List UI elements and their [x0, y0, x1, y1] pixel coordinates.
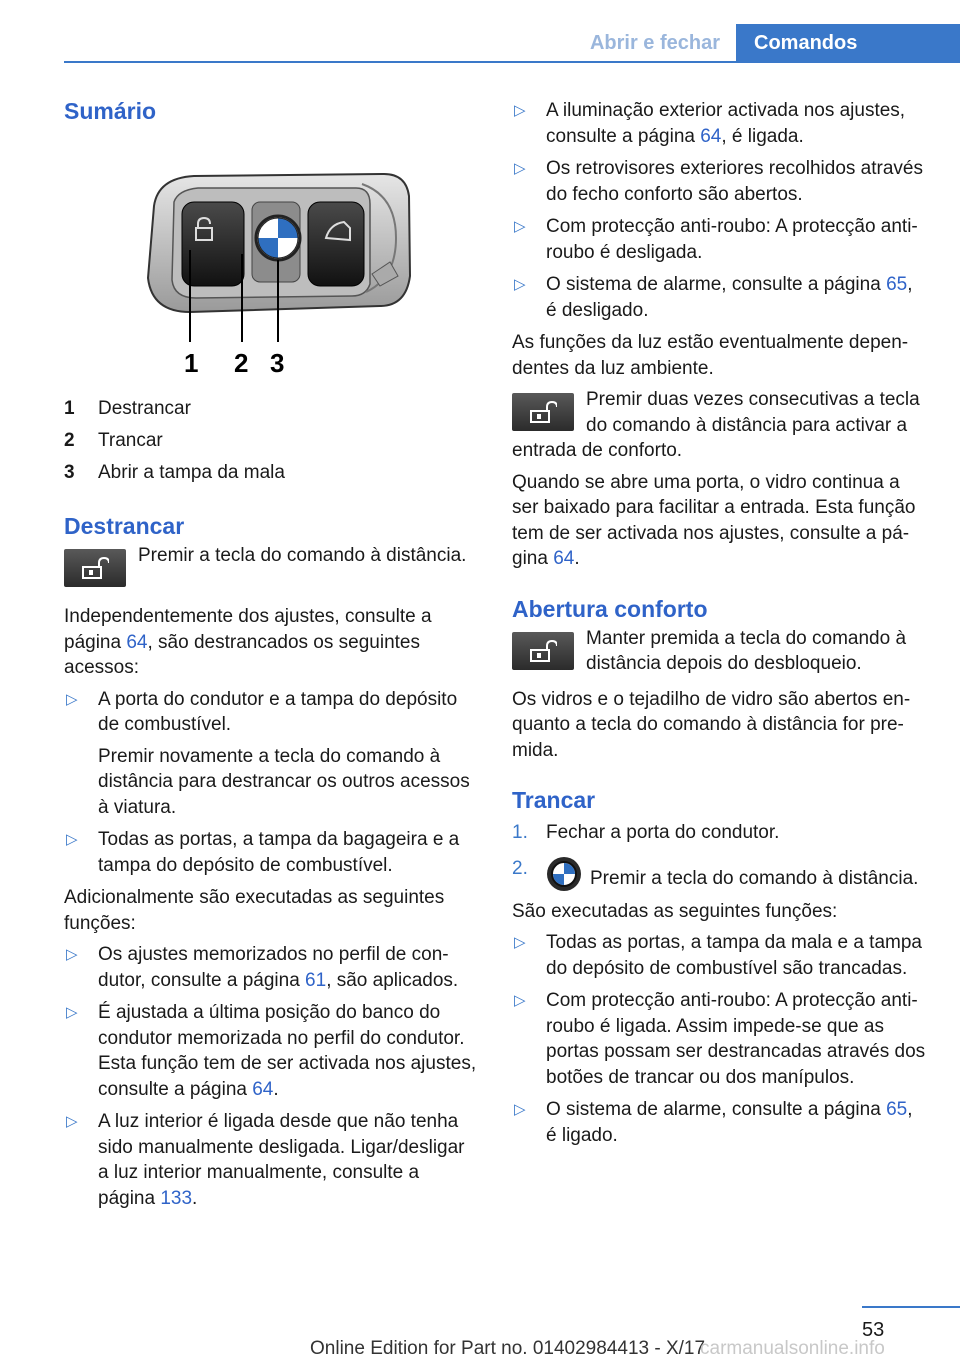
bullet-text — [546, 1097, 928, 1148]
page-link-61[interactable]: 61 — [305, 969, 327, 991]
step-number: 2. — [512, 857, 528, 879]
unlock-instruction — [64, 543, 478, 591]
footer-rule — [862, 1306, 960, 1308]
text: A luz interior é ligada desde que não tenha sido manualmente desligada. Ligar/desligar a luz interior manualmente, consulte a página — [98, 1111, 465, 1209]
list-item — [512, 156, 928, 207]
legend-number: 2 — [64, 430, 75, 452]
list-item — [64, 942, 478, 993]
bullet-text — [546, 98, 928, 149]
lock-heading: Trancar — [512, 787, 596, 813]
text: . — [273, 1078, 279, 1100]
unlock-heading: Destrancar — [64, 513, 185, 539]
lock-steps — [512, 820, 928, 892]
page-number: 53 — [862, 1319, 885, 1341]
bullet-text: Todas as portas, a tampa da mala e a tampa do depósito de combustível são trancadas. — [546, 932, 922, 979]
figure-callout-1: 1 — [184, 348, 199, 378]
page-link-65[interactable]: 65 — [886, 274, 908, 295]
comfort-instruction-text: Manter premida a tecla do comando à distância depois do desbloqueio. — [586, 627, 907, 674]
page-header — [0, 0, 960, 62]
unlock-key-icon — [512, 393, 574, 431]
text: . — [192, 1187, 198, 1209]
text: A iluminação exterior activada nos ajustes, consulte a página — [546, 100, 906, 147]
header-rule — [64, 61, 960, 63]
figure-legend — [64, 393, 478, 489]
comfort-paragraph: Os vidros e o tejadilho de vidro são abertos enquanto a tecla do comando à distância for premida. — [512, 688, 911, 761]
triangle-bullet-icon: ▷ — [66, 1004, 78, 1021]
list-item — [512, 820, 928, 846]
page-link-133[interactable]: 133 — [160, 1187, 193, 1209]
bullet-text: Os retrovisores exteriores recolhidos através do fecho conforto são abertos. — [546, 158, 923, 205]
functions-paragraph: São executadas as seguintes funções: — [512, 900, 838, 922]
text: Premir a tecla do comando à distância. — [590, 867, 919, 889]
list-item — [512, 272, 928, 323]
page-link-64[interactable]: 64 — [553, 548, 575, 569]
lights-note: As funções da luz estão eventualmente dependentes da luz ambiente. — [512, 332, 909, 379]
triangle-bullet-icon: ▷ — [514, 992, 526, 1009]
triangle-bullet-icon: ▷ — [514, 934, 526, 951]
list-item — [64, 687, 478, 821]
legend-label: Destrancar — [98, 398, 191, 420]
text: O sistema de alarme, consulte a página — [546, 274, 887, 295]
step-number: 1. — [512, 822, 528, 843]
unlock-key-icon — [64, 549, 126, 587]
triangle-bullet-icon: ▷ — [66, 946, 78, 963]
text: , é ligada. — [721, 125, 804, 147]
bullet-text — [546, 272, 928, 323]
text: . — [574, 548, 580, 569]
text: , são destrancados os seguintes acessos: — [64, 631, 420, 678]
list-item — [512, 930, 928, 981]
page-link-64[interactable]: 64 — [252, 1078, 274, 1100]
comfort-instruction — [512, 626, 928, 677]
list-item — [512, 98, 928, 149]
page-link-64[interactable]: 64 — [700, 125, 722, 147]
list-item — [512, 214, 928, 265]
watermark: carmanualsonline.info — [700, 1338, 885, 1359]
text: , é desligado. — [546, 274, 913, 321]
text: Quando se abre uma porta, o vidro continua a ser baixado para facilitar a entrada. Esta função tem de ser activada nos ajustes, consulte a página — [512, 471, 916, 569]
legend-number: 3 — [64, 462, 75, 484]
triangle-bullet-icon: ▷ — [66, 690, 78, 708]
legend-label: Abrir a tampa da mala — [98, 462, 285, 484]
page-link-65[interactable]: 65 — [886, 1099, 908, 1120]
triangle-bullet-icon: ▷ — [66, 1113, 78, 1130]
door-open-paragraph — [512, 470, 928, 572]
unlock-intro-paragraph — [64, 604, 478, 681]
list-item — [64, 1109, 478, 1211]
page-link-64[interactable]: 64 — [126, 631, 148, 653]
triangle-bullet-icon: ▷ — [514, 218, 526, 235]
triangle-bullet-icon: ▷ — [514, 102, 526, 119]
bullet-text: Todas as portas, a tampa da bagageira e a tampa do depósito de combustível. — [98, 829, 460, 876]
text: , são aplicados. — [326, 969, 459, 991]
list-item — [512, 856, 928, 892]
edition-note: Online Edition for Part no. 01402984413 - X/17 — [310, 1338, 706, 1359]
additional-bullet-list — [64, 942, 478, 1211]
bullet-text: Premir novamente a tecla do comando à distância para destrancar os outros acessos à viatura. — [98, 745, 470, 818]
unlock-continued-list — [512, 98, 928, 323]
figure-callout-3: 3 — [270, 348, 285, 378]
unlock-instruction-text: Premir a tecla do comando à distância. — [138, 545, 467, 566]
text: , é ligado. — [546, 1099, 913, 1146]
triangle-bullet-icon: ▷ — [514, 160, 526, 177]
text: É ajustada a última posição do banco do condutor memorizada no perfil do condutor. Esta função tem de ser activada nos ajustes, consulte a página — [98, 1002, 477, 1100]
key-fob-illustration — [134, 166, 424, 398]
left-column — [64, 96, 478, 1218]
bullet-text: A porta do condutor e a tampa do depósito de combustível. — [98, 688, 458, 735]
comfort-heading: Abertura conforto — [512, 595, 708, 622]
text: Independentemente dos ajustes, consulte a página — [64, 606, 432, 653]
legend-row — [64, 457, 478, 489]
unlock-bullet-list — [64, 687, 478, 879]
text: O sistema de alarme, consulte a página — [546, 1099, 887, 1120]
right-column — [512, 98, 928, 1155]
bullet-text: Com protecção anti-roubo: A protecção anti-roubo é desligada. — [546, 216, 918, 263]
summary-heading: Sumário — [64, 98, 157, 124]
additional-functions-paragraph: Adicionalmente são executadas as seguintes funções: — [64, 887, 445, 934]
text: Os ajustes memorizados no perfil de condutor, consulte a página — [98, 944, 449, 991]
unlock-key-icon — [512, 632, 574, 670]
key-fob-figure — [134, 166, 424, 398]
bullet-text: Com protecção anti-roubo: A protecção anti-roubo é ligada. Assim impede-se que as portas possam ser destrancadas através dos botões de trancar ou dos manípulos. — [546, 990, 926, 1088]
legend-number: 1 — [64, 398, 75, 420]
legend-row — [64, 425, 478, 457]
double-press-instruction — [512, 387, 928, 464]
lock-bullet-list — [512, 930, 928, 1148]
triangle-bullet-icon: ▷ — [514, 1101, 526, 1118]
bullet-text — [98, 942, 478, 993]
list-item — [512, 1097, 928, 1148]
bullet-text — [98, 1109, 478, 1211]
list-item — [64, 1000, 478, 1102]
bullet-text — [98, 1000, 478, 1102]
triangle-bullet-icon: ▷ — [514, 276, 526, 293]
double-press-text: Premir duas vezes consecutivas a tecla do comando à distância para activar a entrada de conforto. — [512, 389, 920, 461]
bmw-lock-button-icon — [546, 856, 582, 892]
step-text — [546, 856, 928, 892]
figure-callout-2: 2 — [234, 348, 249, 378]
triangle-bullet-icon: ▷ — [66, 831, 78, 848]
step-text: Fechar a porta do condutor. — [546, 822, 780, 843]
list-item — [512, 988, 928, 1090]
list-item — [64, 827, 478, 878]
tab-section[interactable]: Abrir e fechar — [589, 32, 721, 54]
tab-chapter[interactable]: Comandos — [736, 24, 960, 62]
legend-label: Trancar — [98, 430, 163, 452]
